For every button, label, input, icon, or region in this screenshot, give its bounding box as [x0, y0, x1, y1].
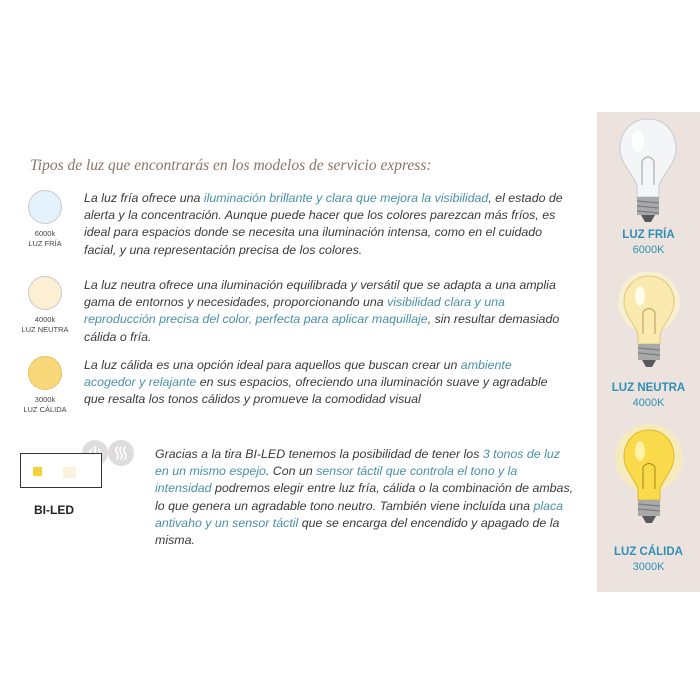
neutral-led-square: [63, 467, 76, 478]
warm-led-square: [33, 467, 42, 476]
section-heading: Tipos de luz que encontrarás en los modelos de servicio express:: [30, 157, 432, 174]
bi-led-description: Gracias a la tira BI-LED tenemos la posibilidad de tener los 3 tonos de luz en un mismo espejo. Con un sensor táctil que controla el tono y la intensidad podremos elegir entre luz fría, cálida o la combinación de ambas, lo que genera un agradable tono neutro. También viene incluída una placa antivaho y un sensor táctil que se encarga del encendido y apagado de la misma.: [155, 447, 574, 548]
cold-light-description: La luz fría ofrece una iluminación brillante y clara que mejora la visibilidad, el estado de alerta y la concentración. Aunque puede hacer que los colores parezcan más fríos, es ideal para espacios donde se necesita una iluminación intensa, como en el cuidado facial, y una representación precisa de los colores.: [84, 191, 563, 257]
cold-bulb-kelvin: 6000K: [632, 244, 665, 256]
warm-bulb-kelvin: 3000K: [632, 561, 665, 573]
neutral-light-label: LUZ NEUTRA: [21, 325, 69, 334]
cold-light-label: LUZ FRÍA: [28, 239, 62, 248]
warm-light-description: La luz cálida es una opción ideal para aquellos que buscan crear un ambiente acogedor y relajante en sus espacios, ofreciendo una iluminación suave y agradable que resalta los tonos cálidos y promueve la comodidad visual: [84, 358, 548, 407]
warm-light-label: LUZ CÁLIDA: [23, 405, 67, 414]
cold-light-kelvin: 6000k: [34, 229, 56, 238]
warm-bulb-icon: [614, 424, 684, 526]
anti-fog-icon: [108, 440, 134, 466]
warm-bulb-title: LUZ CÁLIDA: [614, 546, 683, 558]
neutral-light-kelvin: 4000k: [34, 315, 56, 324]
warm-light-kelvin: 3000k: [34, 395, 56, 404]
neutral-bulb-kelvin: 4000K: [632, 397, 665, 409]
neutral-light-swatch: [28, 276, 62, 310]
cold-light-swatch: [28, 190, 62, 224]
cold-bulb-title: LUZ FRÍA: [622, 229, 675, 241]
neutral-light-description: La luz neutra ofrece una iluminación equilibrada y versátil que se adapta a una amplia gama de entornos y necesidades, proporcionando una visibilidad clara y una reproducción precisa del color, perfecta para aplicar maquillaje, sin resultar demasiado cálida o fría.: [84, 278, 560, 344]
neutral-bulb-title: LUZ NEUTRA: [611, 382, 686, 394]
bi-led-strip: [20, 453, 102, 488]
warm-light-swatch: [28, 356, 62, 390]
bi-led-label: BI-LED: [34, 503, 74, 517]
neutral-bulb-icon: [616, 272, 682, 370]
cold-bulb-icon: [618, 117, 678, 225]
